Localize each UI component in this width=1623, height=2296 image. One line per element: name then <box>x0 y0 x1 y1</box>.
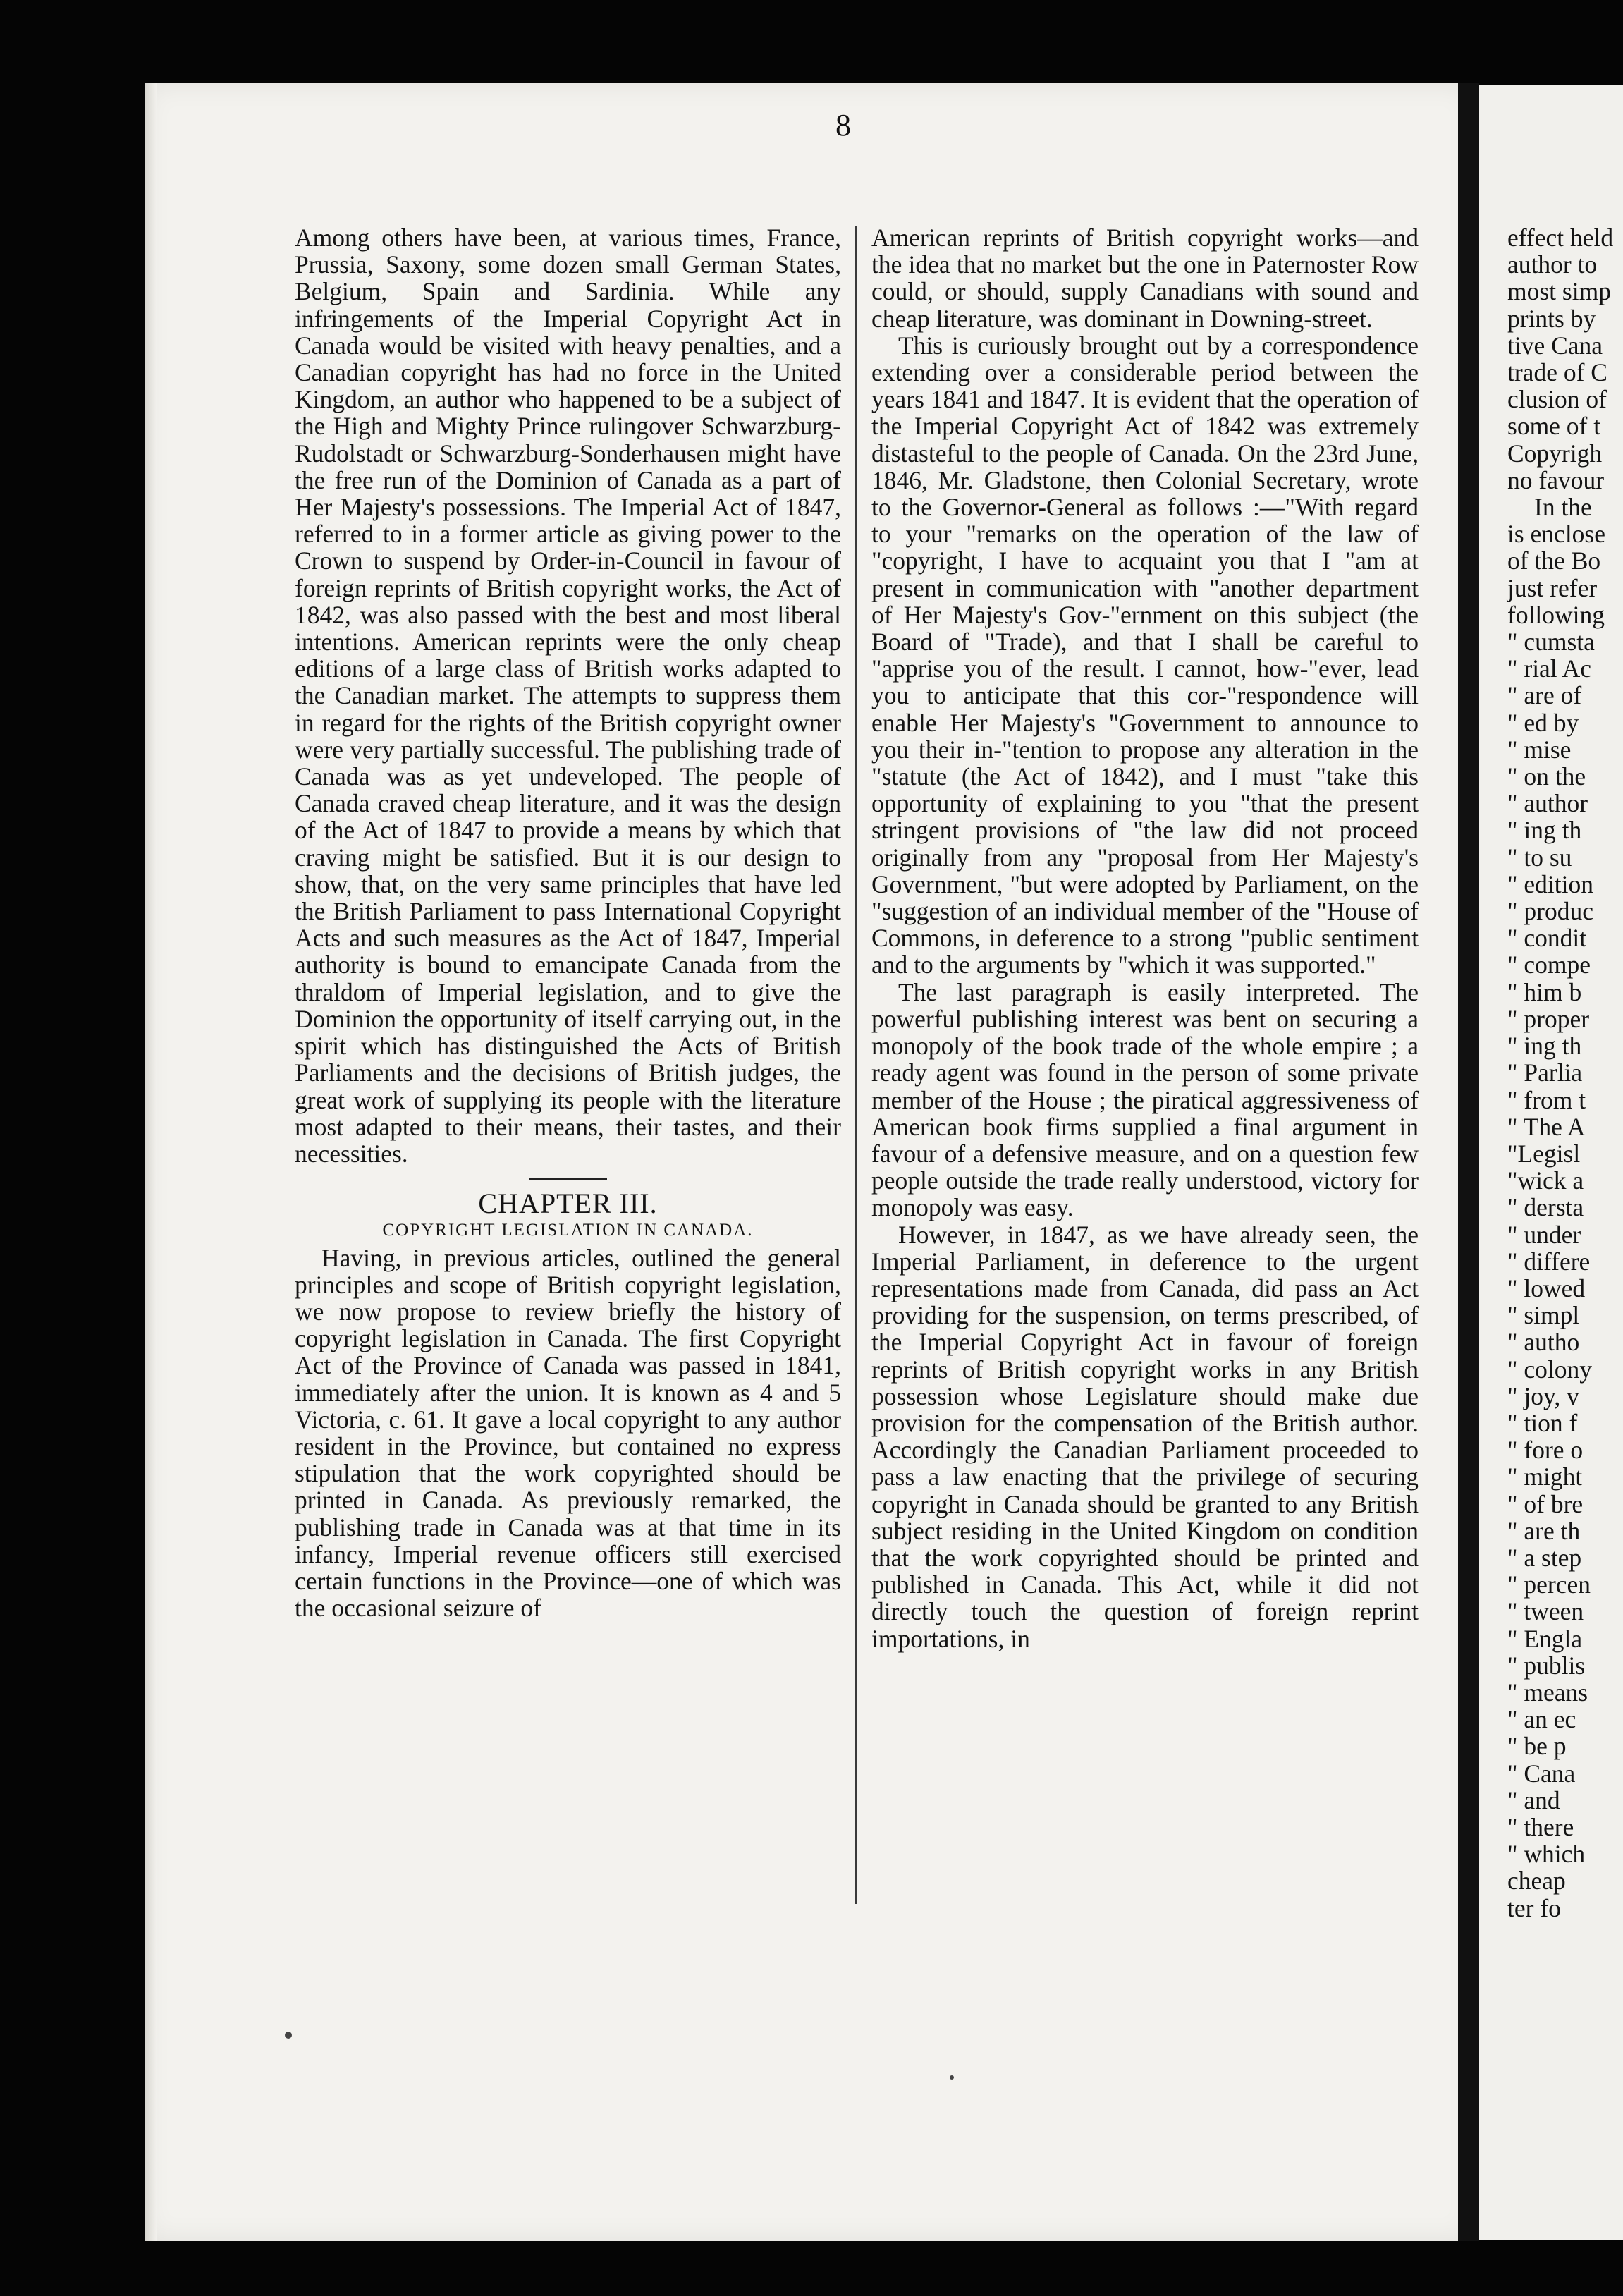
right-column-line: trade of C <box>1507 358 1607 387</box>
right-column-line: " to su <box>1507 843 1572 872</box>
right-column-line: " ed by <box>1507 708 1579 737</box>
right-column-line: " The A <box>1507 1112 1586 1141</box>
right-column-line: " him b <box>1507 977 1582 1006</box>
right-column-line: following <box>1507 600 1605 629</box>
chapter-divider-rule <box>529 1178 607 1180</box>
right-column-line: "Legisl <box>1507 1139 1581 1168</box>
right-column-line: " lowed <box>1507 1274 1586 1302</box>
right-column-line: " there <box>1507 1812 1574 1841</box>
right-column-line: In the <box>1534 493 1592 522</box>
right-column-line: some of t <box>1507 412 1601 441</box>
right-column-line: " proper <box>1507 1004 1590 1033</box>
right-column-line: ter fo <box>1507 1893 1561 1922</box>
right-column-line: " autho <box>1507 1328 1580 1357</box>
right-column-line: " ing th <box>1507 816 1582 845</box>
right-column-line: " simpl <box>1507 1301 1580 1330</box>
right-column-line: prints by <box>1507 304 1596 333</box>
right-column-line: " percen <box>1507 1570 1591 1599</box>
right-column-line: "wick a <box>1507 1166 1584 1195</box>
chapter-subtitle: COPYRIGHT LEGISLATION IN CANADA. <box>382 1221 754 1240</box>
left-paragraph-2: Having, in previous articles, outlined the general principles and scope of British copyright legislation, we now propose to review briefly the history of copyright legislation in Canada. The first Copyright Act of the Province of Canada was passed in 1841, immediately after the union. It is known as 4 and 5 Victoria, c. 61. It gave a local copyright to any author resident in the Province, but contained no express stipulation that the work copyrighted should be printed in Canada. As previously remarked, the publishing trade in Canada was at that time in its infancy, Imperial revenue officers still exercised certain functions in the Province—one of which was the occasional seizure of <box>295 1243 841 1623</box>
page-edge-shadow <box>145 83 157 2241</box>
right-column-line: " might <box>1507 1463 1583 1491</box>
ink-speck <box>285 2032 292 2039</box>
right-column-line: " of bre <box>1507 1489 1584 1518</box>
right-column-line: " tween <box>1507 1597 1584 1626</box>
right-column-line: " fore o <box>1507 1436 1584 1465</box>
right-column-line: " an ec <box>1507 1705 1576 1734</box>
left-column <box>295 224 841 1621</box>
right-column-line: " which <box>1507 1840 1586 1869</box>
left-paragraph-1: Among others have been, at various times, France, Prussia, Saxony, some dozen small German States, Belgium, Spain and Sardinia. While any infringements of the Imperial Copyright Act in Canada would be visited with heavy penalties, and a Canadian copyright has had no force in the United Kingdom, an author who happened to be a subject of the High and Mighty Prince rulingover Schwarzburg-Rudolstadt or Schwarzburg-Sonderhausen might have the free run of the Dominion of Canada as a part of Her Majesty's possessions. The Imperial Act of 1847, referred to in a former article as giving power to the Crown to suspend by Order-in-Council in favour of foreign reprints of British copyright works, the Act of 1842, was also passed with the best and most liberal intentions. American reprints were the only cheap editions of a large class of British works adapted to the Canadian market. The attempts to suppress them in regard for the rights of the British copyright owner were very partially successful. The publishing trade of Canada was as yet undeveloped. The people of Canada craved cheap literature, and it was the design of the Act of 1847 to provide a means by which that craving might be satisfied. But it is our design to show, that, on the very same principles that have led the British Parliament to pass International Copyright Acts and such measures as the Act of 1847, Imperial authority is bound to emancipate Canada from the thraldom of Imperial legislation, and to give the Dominion the opportunity of itself carrying out, in the spirit which has distinguished the Acts of British Parliaments and the decisions of British judges, the great work of supplying its people with the literature most adapted to their means, their tastes, and their necessities. <box>295 224 841 1168</box>
right-column-line: " are th <box>1507 1516 1581 1545</box>
right-column-line: " under <box>1507 1220 1581 1249</box>
right-column-line: " joy, v <box>1507 1381 1579 1410</box>
right-column-line: tive Cana <box>1507 331 1603 360</box>
right-column-line: " differe <box>1507 1247 1591 1276</box>
right-column-line: Copyrigh <box>1507 439 1603 468</box>
right-column-line: " tion f <box>1507 1408 1578 1437</box>
ink-speck <box>950 2075 954 2080</box>
right-column-line: " and <box>1507 1785 1560 1814</box>
right-column-line: " publis <box>1507 1651 1586 1680</box>
middle-paragraph-4: However, in 1847, as we have already seen, the Imperial Parliament, in deference to the urgent representations made from Canada, did pass an Act providing for the suspension, on terms prescribed, of the Imperial Copyright Act in favour of foreign reprints of British copyright works in any British possession whose Legislature should make due provision for the compensation of the British author. Accordingly the Canadian Parliament proceeded to pass a law enacting that the privilege of securing copyright in Canada should be granted to any British subject residing in the United Kingdom on condition that the work copyrighted should be printed and published in Canada. This Act, while it did not directly touch the question of foreign reprint importations, in <box>871 1220 1419 1653</box>
right-column-line: clusion of <box>1507 385 1607 414</box>
right-column-line: just refer <box>1507 573 1598 602</box>
right-column-line: no favour <box>1507 465 1605 494</box>
right-column-line: " means <box>1507 1678 1588 1706</box>
right-column-line: of the Bo <box>1507 546 1601 575</box>
right-column-line: " dersta <box>1507 1193 1584 1222</box>
right-column-line: " Engla <box>1507 1624 1583 1653</box>
column-divider <box>855 226 857 1904</box>
right-column-line: " ing th <box>1507 1032 1582 1061</box>
right-column-line: most simp <box>1507 277 1611 306</box>
right-column-line: " produc <box>1507 897 1593 926</box>
page-number: 8 <box>835 108 851 142</box>
right-column-line: " from t <box>1507 1085 1586 1114</box>
right-column-line: " be p <box>1507 1732 1567 1761</box>
book-gutter <box>1458 83 1479 2241</box>
middle-paragraph-2: This is curiously brought out by a correspondence extending over a considerable period between the years 1841 and 1847. It is evident that the operation of the Imperial Copyright Act of 1842 was extremely distasteful to the people of Canada. On the 23rd June, 1846, Mr. Gladstone, then Colonial Secretary, wrote to the Governor-General as follows :—"With regard to your "remarks on the operation of the law of "copyright, I have to acquaint you that I "am at present in communication with "another department of Her Majesty's Gov-"ernment on this subject (the Board of "Trade), and that I shall be careful to "apprise you of the result. I cannot, how-"ever, lead you to anticipate that this cor-"respondence will enable Her Majesty's "Government to announce to you their in-"tention to propose any alteration in the "statute (the Act of 1842), and I must "take this opportunity of explaining to you "that the present stringent provisions of "the law did not proceed originally from any "proposal from Her Majesty's Government, "but were adopted by Parliament, on the "suggestion of an individual member of the "House of Commons, in deference to a strong "public sentiment and to the arguments by "which it was supported." <box>871 331 1419 979</box>
right-column-line: " rial Ac <box>1507 654 1591 683</box>
right-column-line: effect held <box>1507 224 1614 252</box>
right-column-line: " Parlia <box>1507 1058 1583 1087</box>
right-column-line: cheap <box>1507 1867 1566 1895</box>
right-column-line: author to <box>1507 250 1598 279</box>
right-column-line: " mise <box>1507 735 1572 764</box>
right-column-line: " on the <box>1507 762 1586 791</box>
middle-paragraph-1: American reprints of British copyright works—and the idea that no market but the one in Paternoster Row could, or should, supply Canadians with sound and cheap literature, was dominant in Downing-street. <box>871 224 1419 333</box>
right-column-partial <box>1507 224 1623 1922</box>
right-column-line: " author <box>1507 789 1588 818</box>
middle-column <box>871 224 1419 1652</box>
chapter-title: CHAPTER III. <box>478 1187 658 1220</box>
right-column-line: " colony <box>1507 1355 1592 1384</box>
right-column-line: " a step <box>1507 1543 1582 1572</box>
right-column-line: " compe <box>1507 951 1591 979</box>
right-column-line: is enclose <box>1507 520 1606 549</box>
right-column-line: " edition <box>1507 869 1593 898</box>
right-column-line: " Cana <box>1507 1759 1576 1788</box>
middle-paragraph-3: The last paragraph is easily interpreted. The powerful publishing interest was bent on securing a monopoly of the book trade of the whole empire ; a ready agent was found in the person of some private member of the House ; the piratical aggressiveness of American book firms supplied a final argument in favour of a defensive measure, and on a question few people outside the trade really understood, victory for monopoly was easy. <box>871 977 1419 1222</box>
right-column-line: " cumsta <box>1507 628 1595 657</box>
right-column-line: " condit <box>1507 924 1587 953</box>
right-column-line: " are of <box>1507 681 1582 710</box>
